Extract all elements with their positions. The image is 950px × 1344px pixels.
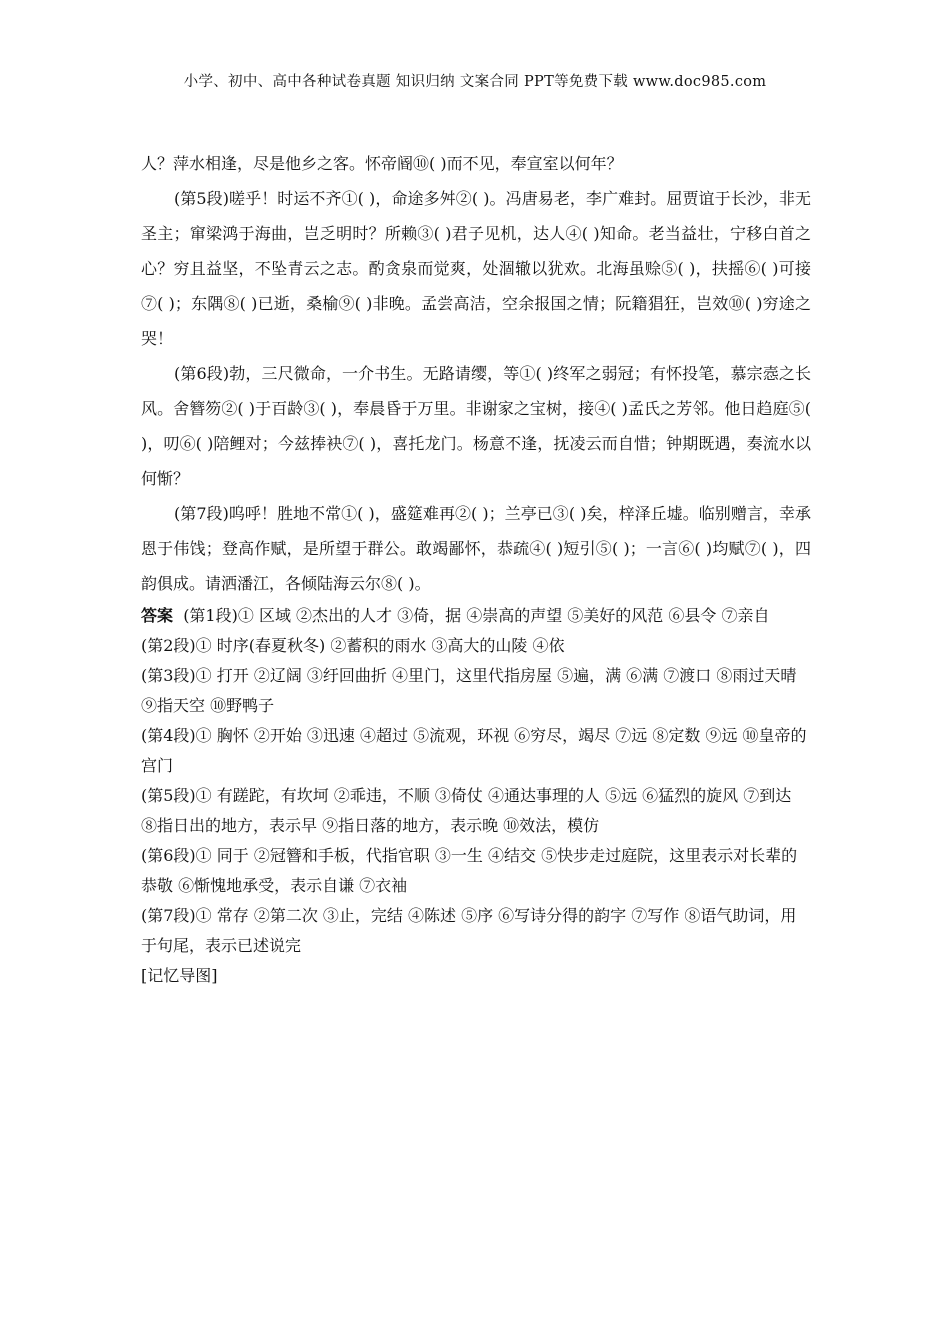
document-body	[141, 146, 811, 991]
mindmap-heading: [记忆导图]	[141, 966, 218, 985]
answer-title: 答案	[141, 606, 174, 625]
answer-section	[141, 601, 811, 961]
answer-paragraph-7: (第7段)① 常存 ②第二次 ③止，完结 ④陈述 ⑤序 ⑥写诗分得的韵字 ⑦写作 ⑧语气助词，用于句尾，表示已述说完	[141, 906, 797, 955]
passage-paragraph-7: (第7段)呜呼！胜地不常①( )，盛筵难再②( )；兰亭已③( )矣，梓泽丘墟。临别赠言，幸承恩于伟饯；登高作赋，是所望于群公。敢竭鄙怀，恭疏④( )短引⑤( )；一言⑥( )均赋⑦( )，四韵俱成。请洒潘江，各倾陆海云尔⑧( )。	[141, 504, 811, 593]
passage-paragraph-5: (第5段)嗟乎！时运不齐①( )，命途多舛②( )。冯唐易老，李广难封。屈贾谊于长沙，非无圣主；窜梁鸿于海曲，岂乏明时？所赖③( )君子见机，达人④( )知命。老当益壮，宁移白首之心？穷且益坚，不坠青云之志。酌贪泉而觉爽，处涸辙以犹欢。北海虽赊⑤( )，扶摇⑥( )可接⑦( )；东隅⑧( )已逝，桑榆⑨( )非晚。孟尝高洁，空余报国之情；阮籍猖狂，岂效⑩( )穷途之哭！	[141, 189, 811, 348]
answer-paragraph-6: (第6段)① 同于 ②冠簪和手板，代指官职 ③一生 ④结交 ⑤快步走过庭院，这里表示对长辈的恭敬 ⑥惭愧地承受，表示自谦 ⑦衣袖	[141, 846, 798, 895]
page-header: 小学、初中、高中各种试卷真题 知识归纳 文案合同 PPT等免费下载 www.doc985.com	[183, 74, 767, 90]
answer-paragraph-2: (第2段)① 时序(春夏秋冬) ②蓄积的雨水 ③高大的山陵 ④依	[141, 636, 565, 655]
answer-item: (第1段)① 区域 ②杰出的人才 ③倚，据 ④崇高的声望 ⑤美好的风范 ⑥县令 ⑦亲自	[183, 606, 770, 625]
answer-paragraph-3: (第3段)① 打开 ②辽阔 ③纡回曲折 ④里门，这里代指房屋 ⑤遍，满 ⑥满 ⑦渡口 ⑧雨过天晴 ⑨指天空 ⑩野鸭子	[141, 666, 797, 715]
passage-paragraph-6: (第6段)勃，三尺微命，一介书生。无路请缨，等①( )终军之弱冠；有怀投笔，慕宗悫之长风。舍簪笏②( )于百龄③( )，奉晨昏于万里。非谢家之宝树，接④( )孟氏之芳邻。他日趋庭⑤( )，叨⑥( )陪鲤对；今兹捧袂⑦( )，喜托龙门。杨意不逢，抚凌云而自惜；钟期既遇，奏流水以何惭？	[141, 364, 811, 488]
answer-paragraph-4: (第4段)① 胸怀 ②开始 ③迅速 ④超过 ⑤流观，环视 ⑥穷尽，竭尽 ⑦远 ⑧定数 ⑨远 ⑩皇帝的宫门	[141, 726, 807, 775]
answer-paragraph-1	[141, 601, 811, 631]
answer-paragraph-5: (第5段)① 有蹉跎，有坎坷 ②乖违，不顺 ③倚仗 ④通达事理的人 ⑤远 ⑥猛烈的旋风 ⑦到达 ⑧指日出的地方，表示早 ⑨指日落的地方，表示晚 ⑩效法，模仿	[141, 786, 792, 835]
passage-paragraph-5-tail: 人？萍水相逢，尽是他乡之客。怀帝阍⑩( )而不见，奉宣室以何年？	[141, 154, 623, 173]
